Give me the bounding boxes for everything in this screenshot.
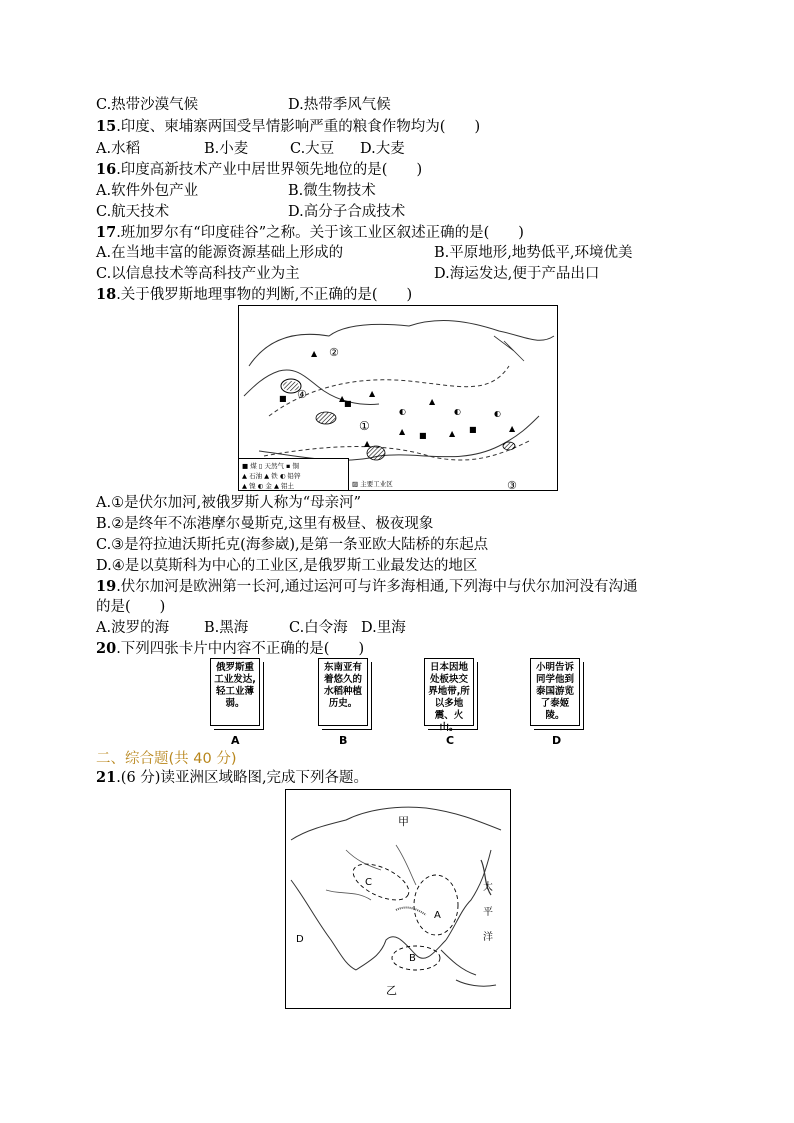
asia-label-ping: 平: [483, 907, 493, 918]
q19-stem: [96, 577, 638, 597]
q19-option-d: D.里海: [361, 620, 406, 636]
svg-text:▲: ▲: [339, 394, 346, 403]
card-c-label: C: [446, 734, 455, 747]
q16-stem: [96, 160, 422, 180]
q16-option-c: C.航天技术: [96, 204, 170, 220]
svg-text:▲: ▲: [369, 389, 376, 398]
q21-stem: [96, 768, 368, 788]
card-a: 俄罗斯重工业发达,轻工业薄弱。: [210, 658, 260, 726]
q19-option-c: C.白令海: [289, 620, 348, 636]
q21-text: .(6 分)读亚洲区域略图,完成下列各题。: [116, 770, 369, 786]
q19-option-b: B.黑海: [204, 620, 249, 636]
legend-industrial-zone: ▨ 主要工业区: [352, 480, 393, 488]
card-b: 东南亚有着悠久的水稻种植历史。: [318, 658, 368, 726]
svg-text:■: ■: [469, 425, 477, 434]
q17-option-c: C.以信息技术等高科技产业为主: [96, 266, 300, 282]
svg-text:▲: ▲: [449, 429, 456, 438]
q17-text: .班加罗尔有“印度硅谷”之称。关于该工业区叙述正确的是( ): [116, 225, 524, 241]
legend-coal: ■ 煤: [242, 462, 257, 470]
q17-option-b: B.平原地形,地势低平,环境优美: [434, 245, 633, 261]
q16-option-d: D.高分子合成技术: [288, 204, 406, 220]
q20-text: .下列四张卡片中内容不正确的是( ): [116, 641, 365, 657]
svg-text:◐: ◐: [399, 407, 406, 416]
svg-text:◐: ◐: [454, 407, 461, 416]
q15-option-b: B.小麦: [204, 141, 249, 157]
q15-text: .印度、柬埔寨两国受旱情影响严重的粮食作物均为( ): [116, 119, 481, 135]
q16-number: 16: [96, 161, 117, 178]
svg-text:■: ■: [419, 431, 427, 440]
legend-gas: ▯ 天然气: [258, 462, 284, 470]
q16-option-a: A.软件外包产业: [96, 183, 199, 199]
asia-label-d: D: [296, 934, 304, 945]
legend-gold: ◐ 金: [257, 482, 272, 490]
svg-text:▲: ▲: [399, 427, 406, 436]
svg-text:■: ■: [279, 394, 287, 403]
legend-oil: ▲ 石油: [242, 472, 263, 480]
q15-option-d: D.大麦: [360, 141, 405, 157]
marker-1: ①: [359, 419, 370, 433]
q18-option-b: B.②是终年不冻港摩尔曼斯克,这里有极昼、极夜现象: [96, 516, 434, 532]
asia-label-c: C: [365, 877, 372, 888]
q18-option-d: D.④是以莫斯科为中心的工业区,是俄罗斯工业最发达的地区: [96, 558, 478, 574]
asia-label-b: B: [409, 953, 416, 964]
q19-text: .伏尔加河是欧洲第一长河,通过运河可与许多海相通,下列海中与伏尔加河没有沟通: [116, 579, 638, 595]
marker-2: ②: [329, 346, 339, 359]
svg-text:◐: ◐: [494, 409, 501, 418]
card-a-label: A: [231, 734, 240, 747]
svg-text:▲: ▲: [364, 439, 371, 448]
card-d-label: D: [552, 734, 562, 747]
q14-option-c: C.热带沙漠气候: [96, 97, 199, 113]
legend-iron: ▲ 铁: [264, 472, 278, 480]
asia-map-drawing: [286, 790, 510, 1008]
svg-text:■: ■: [344, 399, 352, 408]
russia-map-legend: [239, 458, 349, 490]
asia-label-a: A: [434, 910, 441, 921]
q20-stem: [96, 639, 364, 659]
q18-stem: [96, 285, 412, 305]
legend-bauxite: ▲ 铝土: [273, 482, 295, 490]
q21-number: 21: [96, 769, 117, 786]
card-d: 小明告诉同学他到泰国游览了泰姬陵。: [530, 658, 580, 726]
q16-option-b: B.微生物技术: [288, 183, 376, 199]
q19-stem-cont: 的是( ): [96, 599, 166, 615]
asia-label-tai: 太: [483, 882, 493, 893]
card-b-label: B: [339, 734, 348, 747]
q16-text: .印度高新技术产业中居世界领先地位的是( ): [116, 162, 423, 178]
q19-option-a: A.波罗的海: [96, 620, 170, 636]
card-c: 日本因地处板块交界地带,所以多地震、火山。: [424, 658, 474, 726]
asia-map: [285, 789, 511, 1009]
q17-option-a: A.在当地丰富的能源资源基础上形成的: [96, 245, 344, 261]
q18-number: 18: [96, 286, 117, 303]
svg-text:▲: ▲: [429, 397, 436, 406]
asia-label-jia: 甲: [398, 815, 409, 828]
q14-option-d: D.热带季风气候: [288, 97, 391, 113]
asia-label-yang: 洋: [483, 932, 493, 943]
legend-lead-zinc: ◐ 铅锌: [279, 472, 301, 480]
marker-4: ④: [297, 388, 307, 401]
section-2-heading: 二、综合题(共 40 分): [96, 751, 237, 767]
russia-map: [238, 305, 558, 491]
q18-option-c: C.③是符拉迪沃斯托克(海参崴),是第一条亚欧大陆桥的东起点: [96, 537, 489, 553]
q17-number: 17: [96, 224, 117, 241]
q18-text: .关于俄罗斯地理事物的判断,不正确的是( ): [116, 287, 413, 303]
svg-text:▲: ▲: [311, 349, 318, 358]
marker-3: ③: [507, 479, 517, 490]
q20-number: 20: [96, 640, 117, 657]
asia-label-yi: 乙: [386, 984, 397, 997]
q17-stem: [96, 223, 524, 243]
q15-number: 15: [96, 118, 117, 135]
q15-stem: [96, 117, 480, 137]
legend-copper: ▪ 铜: [286, 462, 300, 470]
q15-option-a: A.水稻: [96, 141, 141, 157]
q15-option-c: C.大豆: [290, 141, 335, 157]
legend-nickel: ▲ 镍: [242, 482, 256, 490]
q19-number: 19: [96, 578, 117, 595]
q17-option-d: D.海运发达,便于产品出口: [434, 266, 600, 282]
svg-text:▲: ▲: [509, 424, 516, 433]
q18-option-a: A.①是伏尔加河,被俄罗斯人称为“母亲河”: [96, 495, 362, 511]
